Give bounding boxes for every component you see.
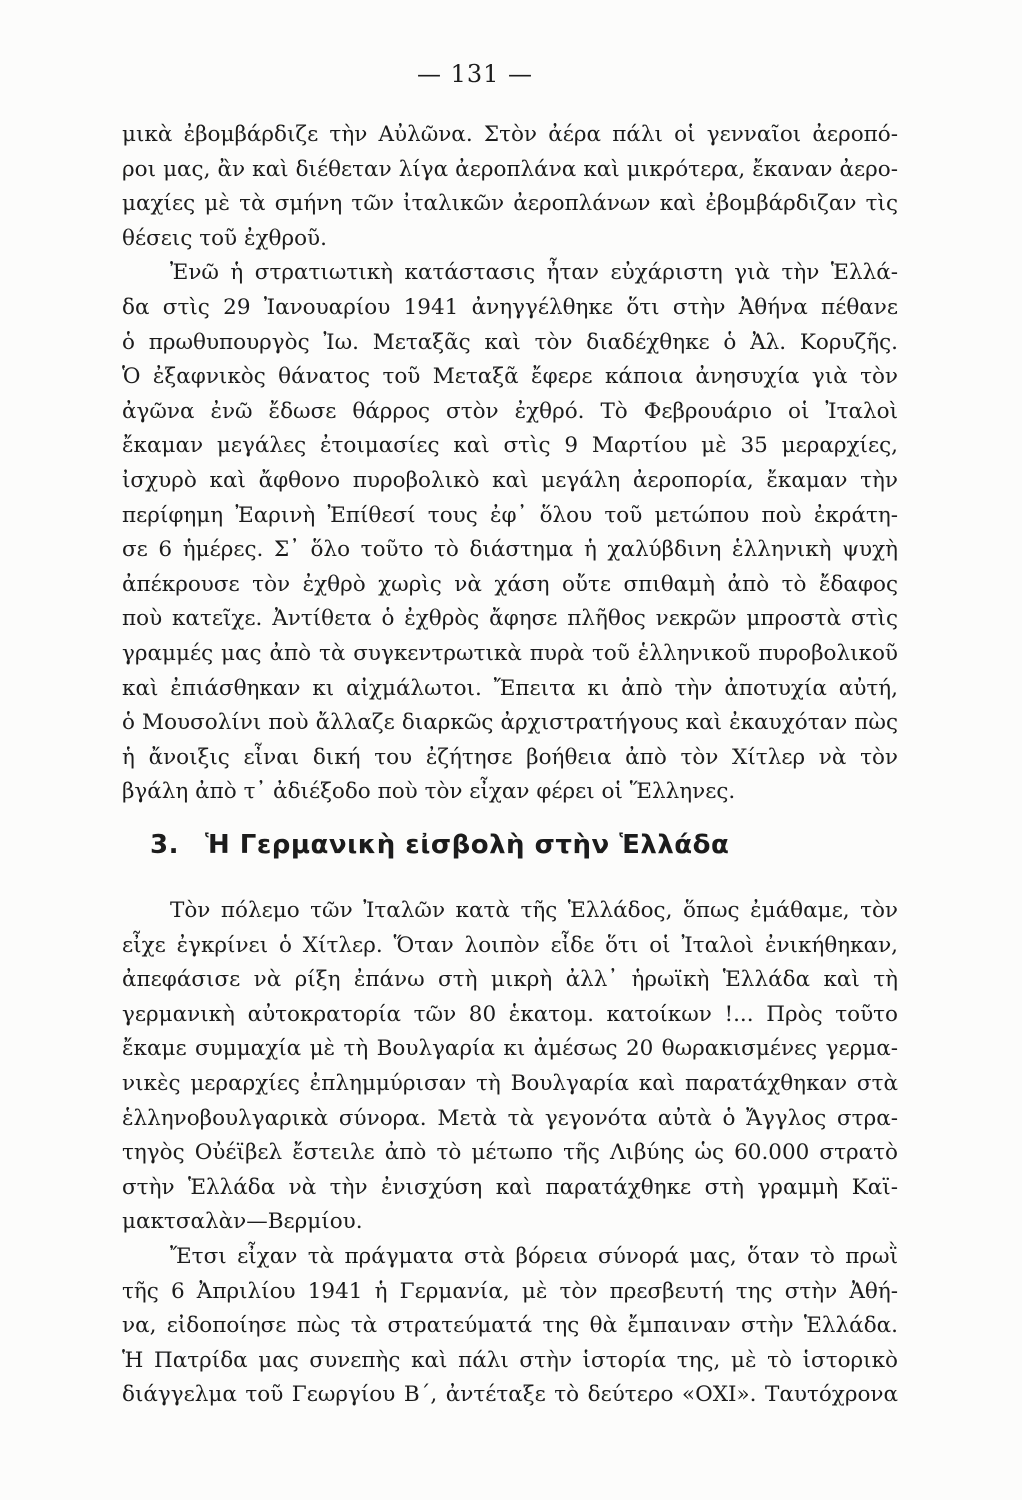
text-line: ἡ ἄνοιξις εἶναι δική του ἐζήτησε βοήθεια ἀπὸ τὸν Χίτλερ νὰ τὸν: [122, 744, 898, 770]
text-line: ποὺ κατεῖχε. Ἀντίθετα ὁ ἐχθρὸς ἄφησε πλῆθος νεκρῶν μπροστὰ στὶς: [122, 606, 898, 632]
text-line: περίφημη Ἐαρινὴ Ἐπίθεσί τους ἐφ᾽ ὅλου τοῦ μετώπου ποὺ ἐκράτη-: [122, 502, 898, 528]
text-line: εἶχε ἐγκρίνει ὁ Χίτλερ. Ὅταν λοιπὸν εἶδε ὅτι οἱ Ἰταλοὶ ἐνικήθηκαν,: [122, 932, 898, 958]
text-line: μαχίες μὲ τὰ σμήνη τῶν ἰταλικῶν ἀεροπλάνων καὶ ἐβομβάρδιζαν τὶς: [122, 191, 898, 217]
text-line: ἔκαμαν μεγάλες ἐτοιμασίες καὶ στὶς 9 Μαρτίου μὲ 35 μεραρχίες,: [122, 433, 898, 459]
text-line: διάγγελμα τοῦ Γεωργίου Β΄, ἀντέταξε τὸ δεύτερο «ΟΧΙ». Ταυτόχρονα: [122, 1382, 898, 1408]
text-line: ἑλληνοβουλγαρικὰ σύνορα. Μετὰ τὰ γεγονότα αὐτὰ ὁ Ἄγγλος στρα-: [122, 1105, 898, 1131]
text-line: νικὲς μεραρχίες ἐπλημμύρισαν τὴ Βουλγαρία καὶ παρατάχθηκαν στὰ: [122, 1070, 898, 1096]
text-line: ἀπέκρουσε τὸν ἐχθρὸ χωρὶς νὰ χάση οὔτε σπιθαμὴ ἀπὸ τὸ ἔδαφος: [122, 571, 898, 597]
text-line: Ὁ ἐξαφνικὸς θάνατος τοῦ Μεταξᾶ ἔφερε κάποια ἀνησυχία γιὰ τὸν: [122, 364, 898, 390]
text-block-bottom: [122, 894, 898, 1413]
text-line: τῆς 6 Ἀπριλίου 1941 ἡ Γερμανία, μὲ τὸν πρεσβευτή της στὴν Ἀθή-: [122, 1278, 898, 1304]
text-line: γερμανικὴ αὐτοκρατορία τῶν 80 ἑκατομ. κατοίκων !... Πρὸς τοῦτο: [122, 1001, 898, 1027]
section-heading: [150, 830, 910, 860]
text-line: ἰσχυρὸ καὶ ἄφθονο πυροβολικὸ καὶ μεγάλη ἀεροπορία, ἔκαμαν τὴν: [122, 467, 898, 493]
text-line: ἀπεφάσισε νὰ ρίξη ἐπάνω στὴ μικρὴ ἀλλ᾽ ἡρωϊκὴ Ἑλλάδα καὶ τὴ: [122, 967, 898, 993]
text-line: μικὰ ἐβομβάρδιζε τὴν Αὐλῶνα. Στὸν ἀέρα πάλι οἱ γενναῖοι ἀεροπό-: [122, 122, 898, 147]
text-line: ὁ Μουσολίνι ποὺ ἄλλαζε διαρκῶς ἀρχιστρατήγους καὶ ἐκαυχόταν πὼς: [122, 710, 898, 736]
text-line: Τὸν πόλεμο τῶν Ἰταλῶν κατὰ τῆς Ἑλλάδος, ὅπως ἐμάθαμε, τὸν: [170, 898, 898, 923]
text-line: καὶ ἐπιάσθηκαν κι αἰχμάλωτοι. Ἔπειτα κι ἀπὸ τὴν ἀποτυχία αὐτή,: [122, 675, 898, 701]
page-number: — 131 —: [416, 60, 534, 88]
section-number: 3.: [150, 830, 179, 860]
text-line: ἔκαμε συμμαχία μὲ τὴ Βουλγαρία κι ἀμέσως 20 θωρακισμένες γερμα-: [122, 1036, 898, 1062]
text-line: Ἡ Πατρίδα μας συνεπὴς καὶ πάλι στὴν ἱστορία της, μὲ τὸ ἱστορικὸ: [122, 1347, 898, 1373]
text-line: ἀγῶνα ἐνῶ ἔδωσε θάρρος στὸν ἐχθρό. Τὸ Φεβρουάριο οἱ Ἰταλοὶ: [122, 398, 898, 424]
text-block-top: [122, 118, 898, 810]
text-line: στὴν Ἑλλάδα νὰ τὴν ἐνισχύση καὶ παρατάχθηκε στὴ γραμμὴ Καϊ-: [122, 1174, 898, 1200]
text-line: βγάλη ἀπὸ τ᾽ ἀδιέξοδο ποὺ τὸν εἶχαν φέρει οἱ Ἕλληνες.: [122, 779, 736, 805]
text-line: ὁ πρωθυπουργὸς Ἰω. Μεταξᾶς καὶ τὸν διαδέχθηκε ὁ Ἀλ. Κορυζῆς.: [122, 329, 898, 355]
text-line: σε 6 ἡμέρες. Σ᾽ ὅλο τοῦτο τὸ διάστημα ἡ χαλύβδινη ἑλληνικὴ ψυχὴ: [122, 537, 898, 563]
text-line: θέσεις τοῦ ἐχθροῦ.: [122, 225, 327, 251]
text-line: μακτσαλὰν—Βερμίου.: [122, 1209, 363, 1235]
section-title: Ἡ Γερμανικὴ εἰσβολὴ στὴν Ἑλλάδα: [204, 830, 730, 860]
text-line: Ἐνῶ ἡ στρατιωτικὴ κατάστασις ἦταν εὐχάριστη γιὰ τὴν Ἑλλά-: [170, 260, 898, 286]
text-line: να, εἰδοποίησε πὼς τὰ στρατεύματά της θὰ ἔμπαιναν στὴν Ἑλλάδα.: [122, 1313, 898, 1339]
text-line: τηγὸς Οὐέϊβελ ἔστειλε ἀπὸ τὸ μέτωπο τῆς Λιβύης ὡς 60.000 στρατὸ: [122, 1140, 898, 1166]
text-line: γραμμές μας ἀπὸ τὰ συγκεντρωτικὰ πυρὰ τοῦ ἑλληνικοῦ πυροβολικοῦ: [122, 640, 898, 666]
text-line: Ἔτσι εἶχαν τὰ πράγματα στὰ βόρεια σύνορά μας, ὅταν τὸ πρωῒ: [170, 1243, 898, 1269]
text-line: ροι μας, ἂν καὶ διέθεταν λίγα ἀεροπλάνα καὶ μικρότερα, ἔκαναν ἀερο-: [122, 156, 898, 182]
text-line: δα στὶς 29 Ἰανουαρίου 1941 ἀνηγγέλθηκε ὅτι στὴν Ἀθήνα πέθανε: [122, 294, 898, 320]
